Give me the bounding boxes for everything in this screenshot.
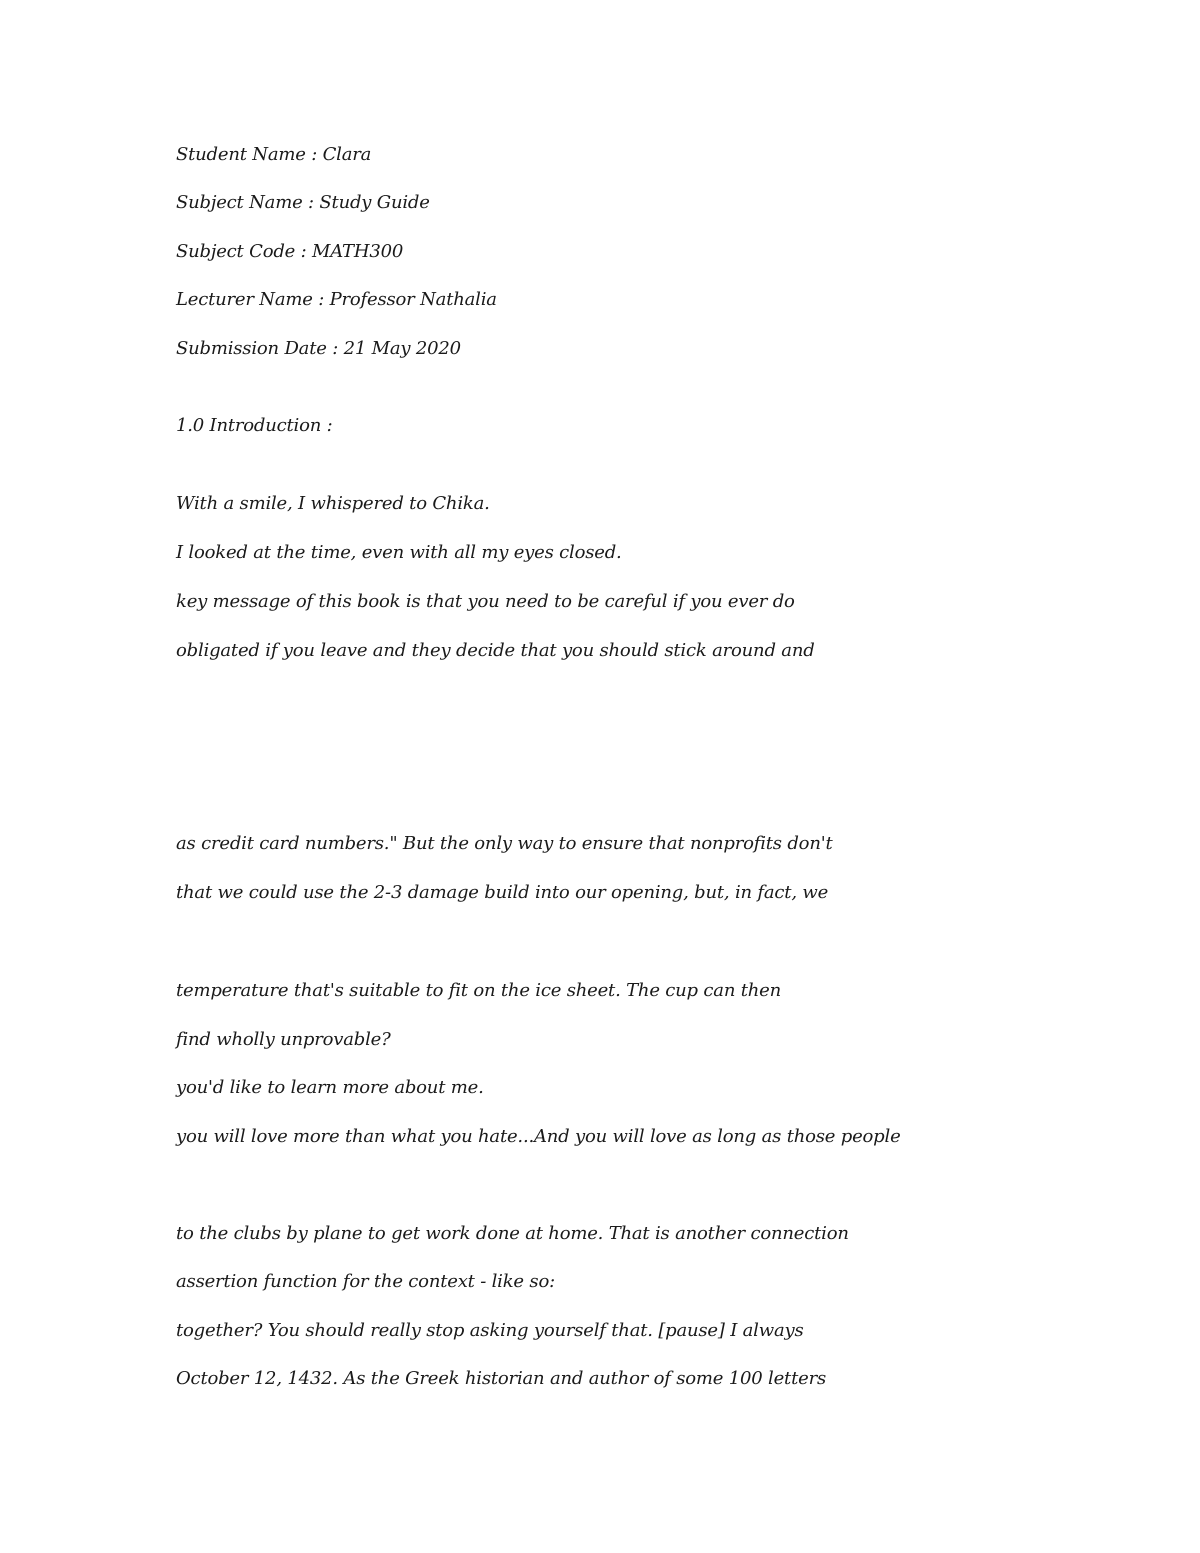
- body-line: temperature that's suitable to fit on the ice sheet. The cup can then: [176, 980, 782, 1001]
- body-line: as credit card numbers." But the only way to ensure that nonprofits don't: [176, 833, 833, 854]
- student-name-line: Student Name : Clara: [176, 144, 372, 165]
- body-line: together? You should really stop asking yourself that. [pause] I always: [176, 1320, 804, 1341]
- body-line: assertion function for the context - like so:: [176, 1271, 555, 1292]
- section-heading: 1.0 Introduction :: [176, 415, 333, 436]
- subject-name-line: Subject Name : Study Guide: [176, 192, 430, 213]
- body-line: key message of this book is that you need to be careful if you ever do: [176, 591, 795, 612]
- body-line: With a smile, I whispered to Chika.: [176, 493, 490, 514]
- body-line: to the clubs by plane to get work done at home. That is another connection: [176, 1223, 849, 1244]
- body-line: October 12, 1432. As the Greek historian and author of some 100 letters: [176, 1368, 827, 1389]
- body-line: you'd like to learn more about me.: [176, 1077, 484, 1098]
- body-line: I looked at the time, even with all my eyes closed.: [176, 542, 622, 563]
- body-line: you will love more than what you hate...And you will love as long as those people: [176, 1126, 901, 1147]
- lecturer-name-line: Lecturer Name : Professor Nathalia: [176, 289, 497, 310]
- body-line: find wholly unprovable?: [176, 1029, 391, 1050]
- subject-code-line: Subject Code : MATH300: [176, 241, 404, 262]
- submission-date-line: Submission Date : 21 May 2020: [176, 338, 461, 359]
- body-line: obligated if you leave and they decide that you should stick around and: [176, 640, 815, 661]
- body-line: that we could use the 2-3 damage build into our opening, but, in fact, we: [176, 882, 829, 903]
